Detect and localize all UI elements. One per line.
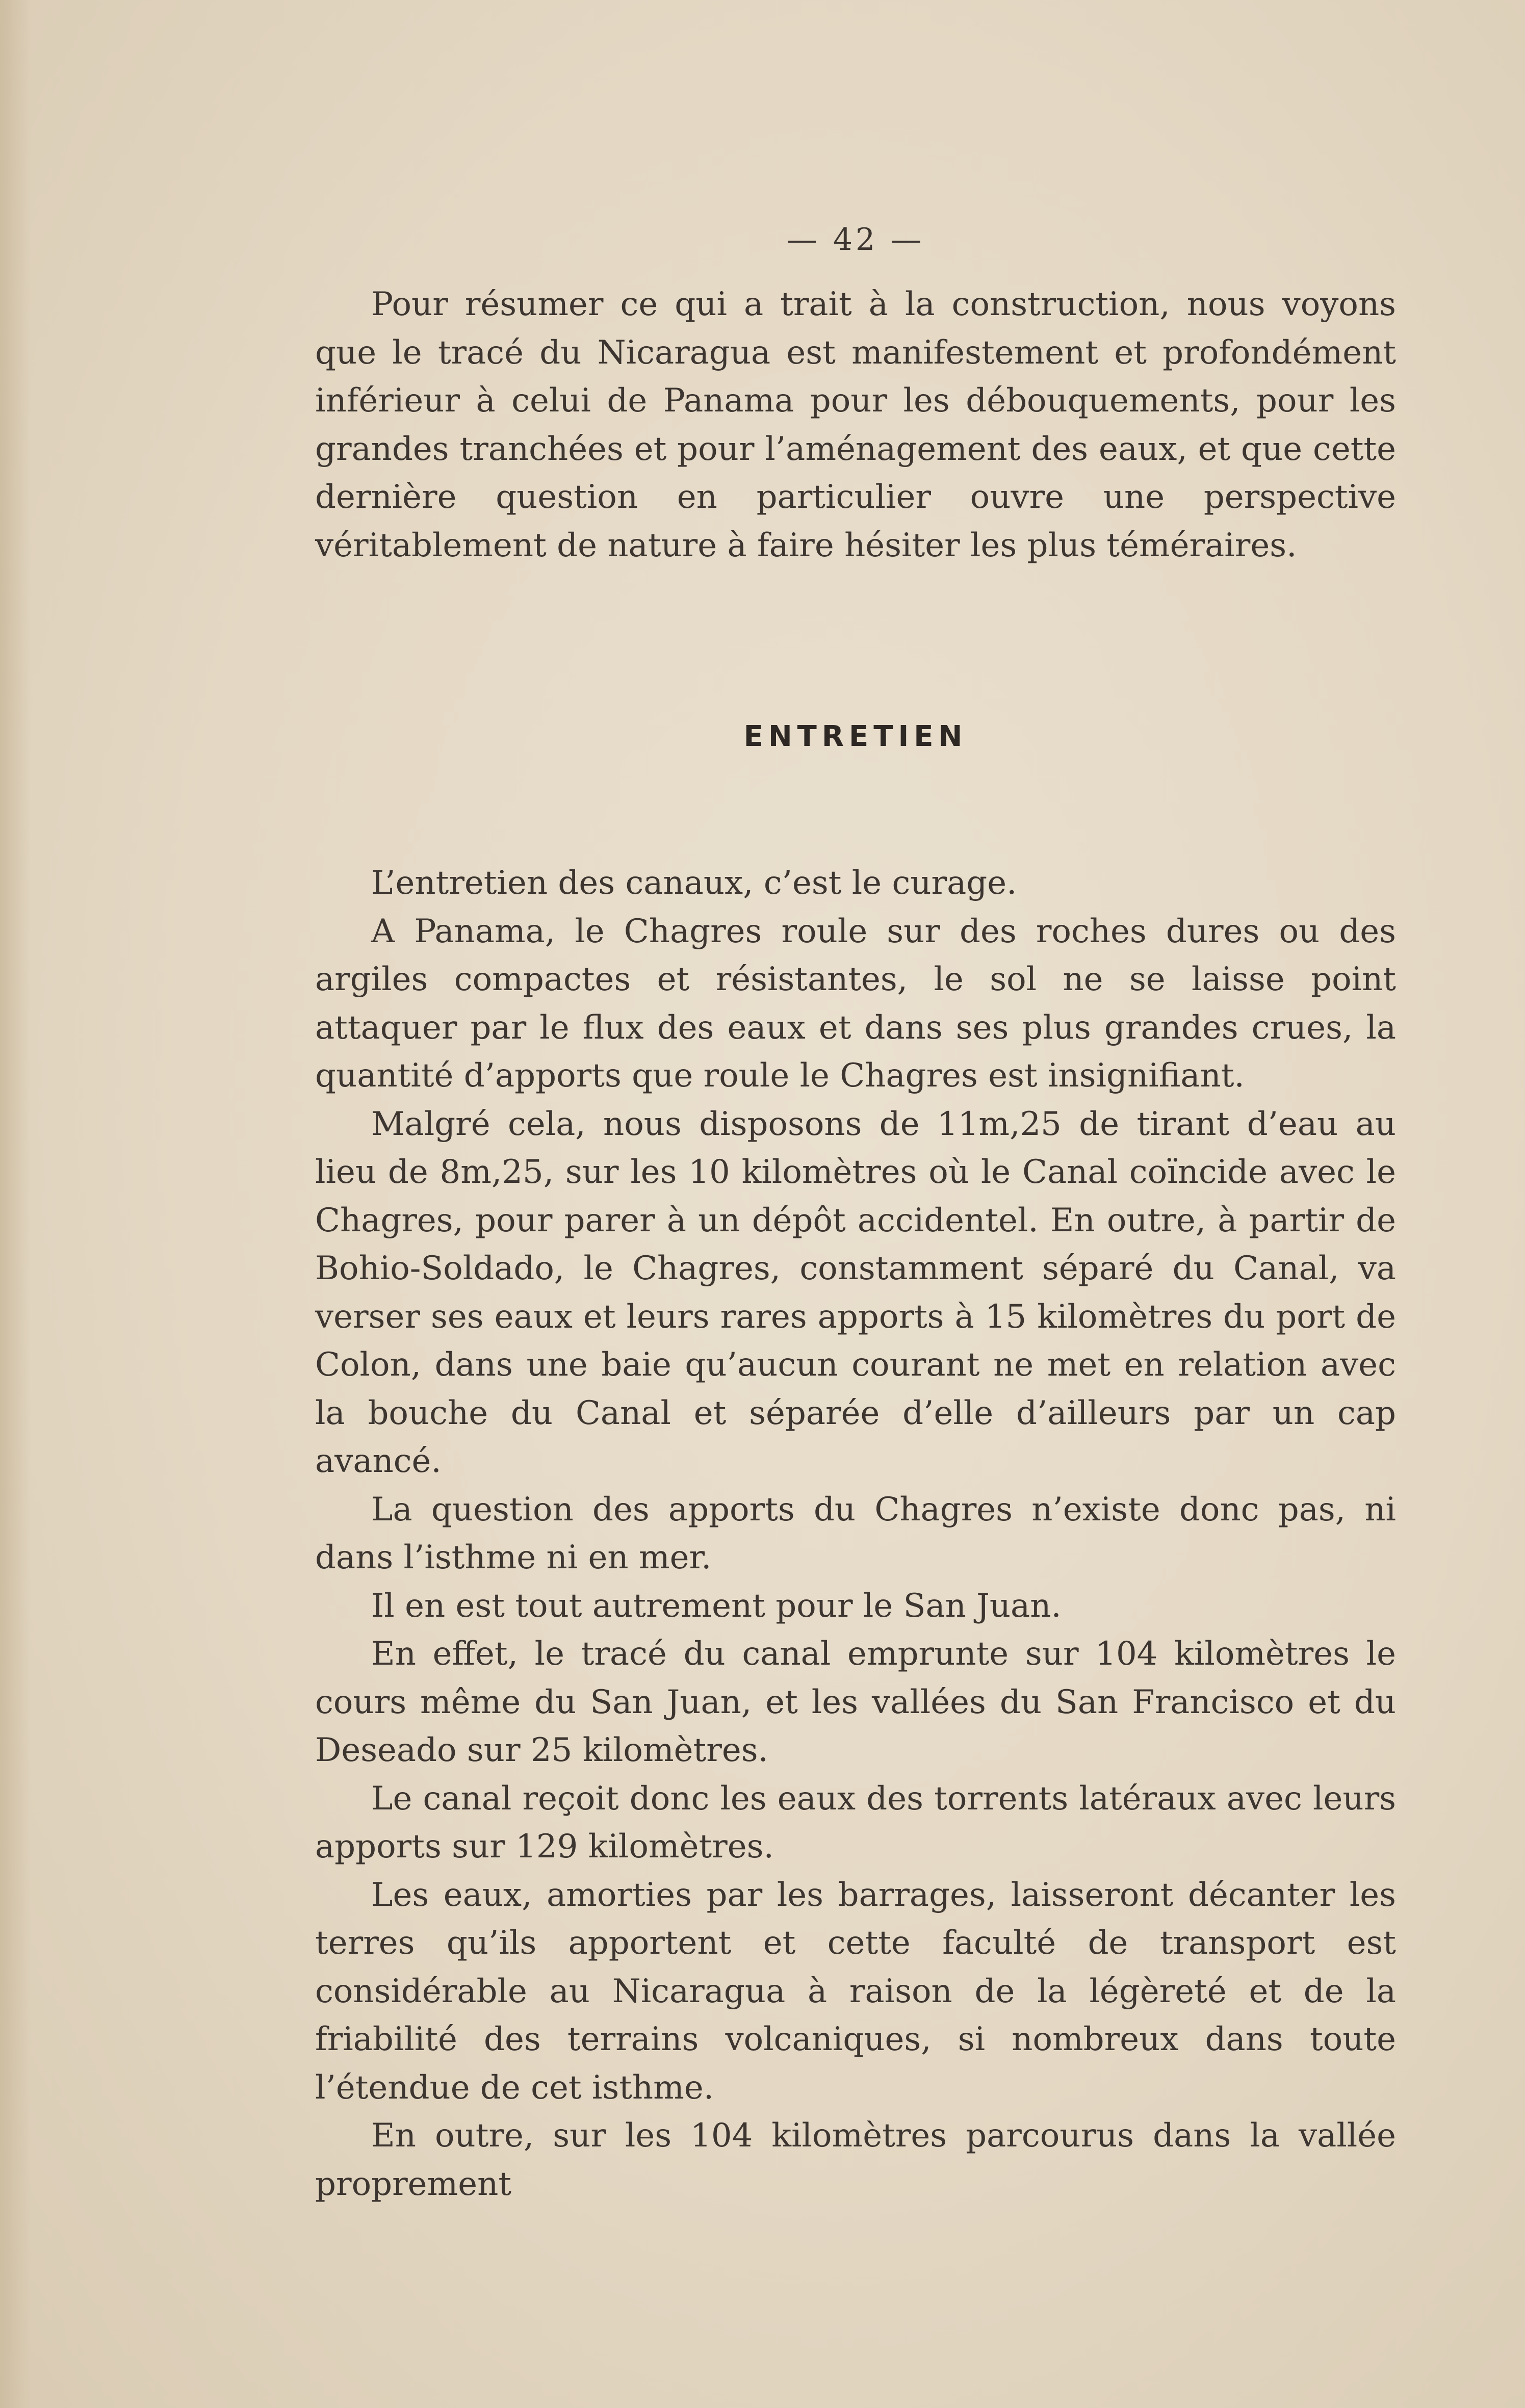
paragraph: Malgré cela, nous disposons de 11m,25 de tirant d’eau au lieu de 8m,25, sur les 10 kilomètres où le Canal coïncide avec le Chagres, pour parer à un dépôt accidentel. En outre, à partir de Bohio-Soldado, le Chagres, constamment séparé du Canal, va verser ses eaux et leurs rares apports à 15 kilomètres du port de Colon, dans une baie qu’aucun courant ne met en relation avec la bouche du Canal et séparée d’elle d’ailleurs par un cap avancé. xyxy=(315,1105,1396,1480)
paragraph: A Panama, le Chagres roule sur des roches dures ou des argiles compactes et résistantes, le sol ne se laisse point attaquer par le flux des eaux et dans ses plus grandes crues, la quantité d’apports que roule le Chagres est insignifiant. xyxy=(315,912,1396,1095)
paragraph: En effet, le tracé du canal emprunte sur 104 kilomètres le cours même du San Juan, et les vallées du San Francisco et du Deseado sur 25 kilomètres. xyxy=(315,1635,1396,1769)
paragraph: Le canal reçoit donc les eaux des torrents latéraux avec leurs apports sur 129 kilomètres. xyxy=(315,1779,1396,1866)
intro-paragraph: Pour résumer ce qui a trait à la construction, nous voyons que le tracé du Nicaragua est manifestement et profondément inférieur à celui de Panama pour les débouquements, pour les grandes tranchées et pour l’aménagement des eaux, et que cette dernière question en particulier ouvre une perspective véritablement de nature à faire hésiter les plus téméraires. xyxy=(315,286,1396,564)
paragraph: Les eaux, amorties par les barrages, laisseront décanter les terres qu’ils apportent et cette faculté de transport est considérable au Nicaragua à raison de la légèreté et de la friabilité des terrains volcaniques, si nombreux dans toute l’étendue de cet isthme. xyxy=(315,1876,1396,2107)
section-heading: ENTRETIEN xyxy=(743,720,968,753)
paragraph: En outre, sur les 104 kilomètres parcourus dans la vallée proprement xyxy=(315,2117,1396,2203)
paragraph: La question des apports du Chagres n’existe donc pas, ni dans l’isthme ni en mer. xyxy=(315,1490,1396,1576)
paragraph: L’entretien des canaux, c’est le curage. xyxy=(371,864,1017,902)
page-number: — 42 — xyxy=(786,222,925,257)
paragraph: Il en est tout autrement pour le San Juan. xyxy=(371,1587,1062,1625)
page-edge-shadow xyxy=(0,0,31,2408)
section-body xyxy=(315,859,1396,2208)
